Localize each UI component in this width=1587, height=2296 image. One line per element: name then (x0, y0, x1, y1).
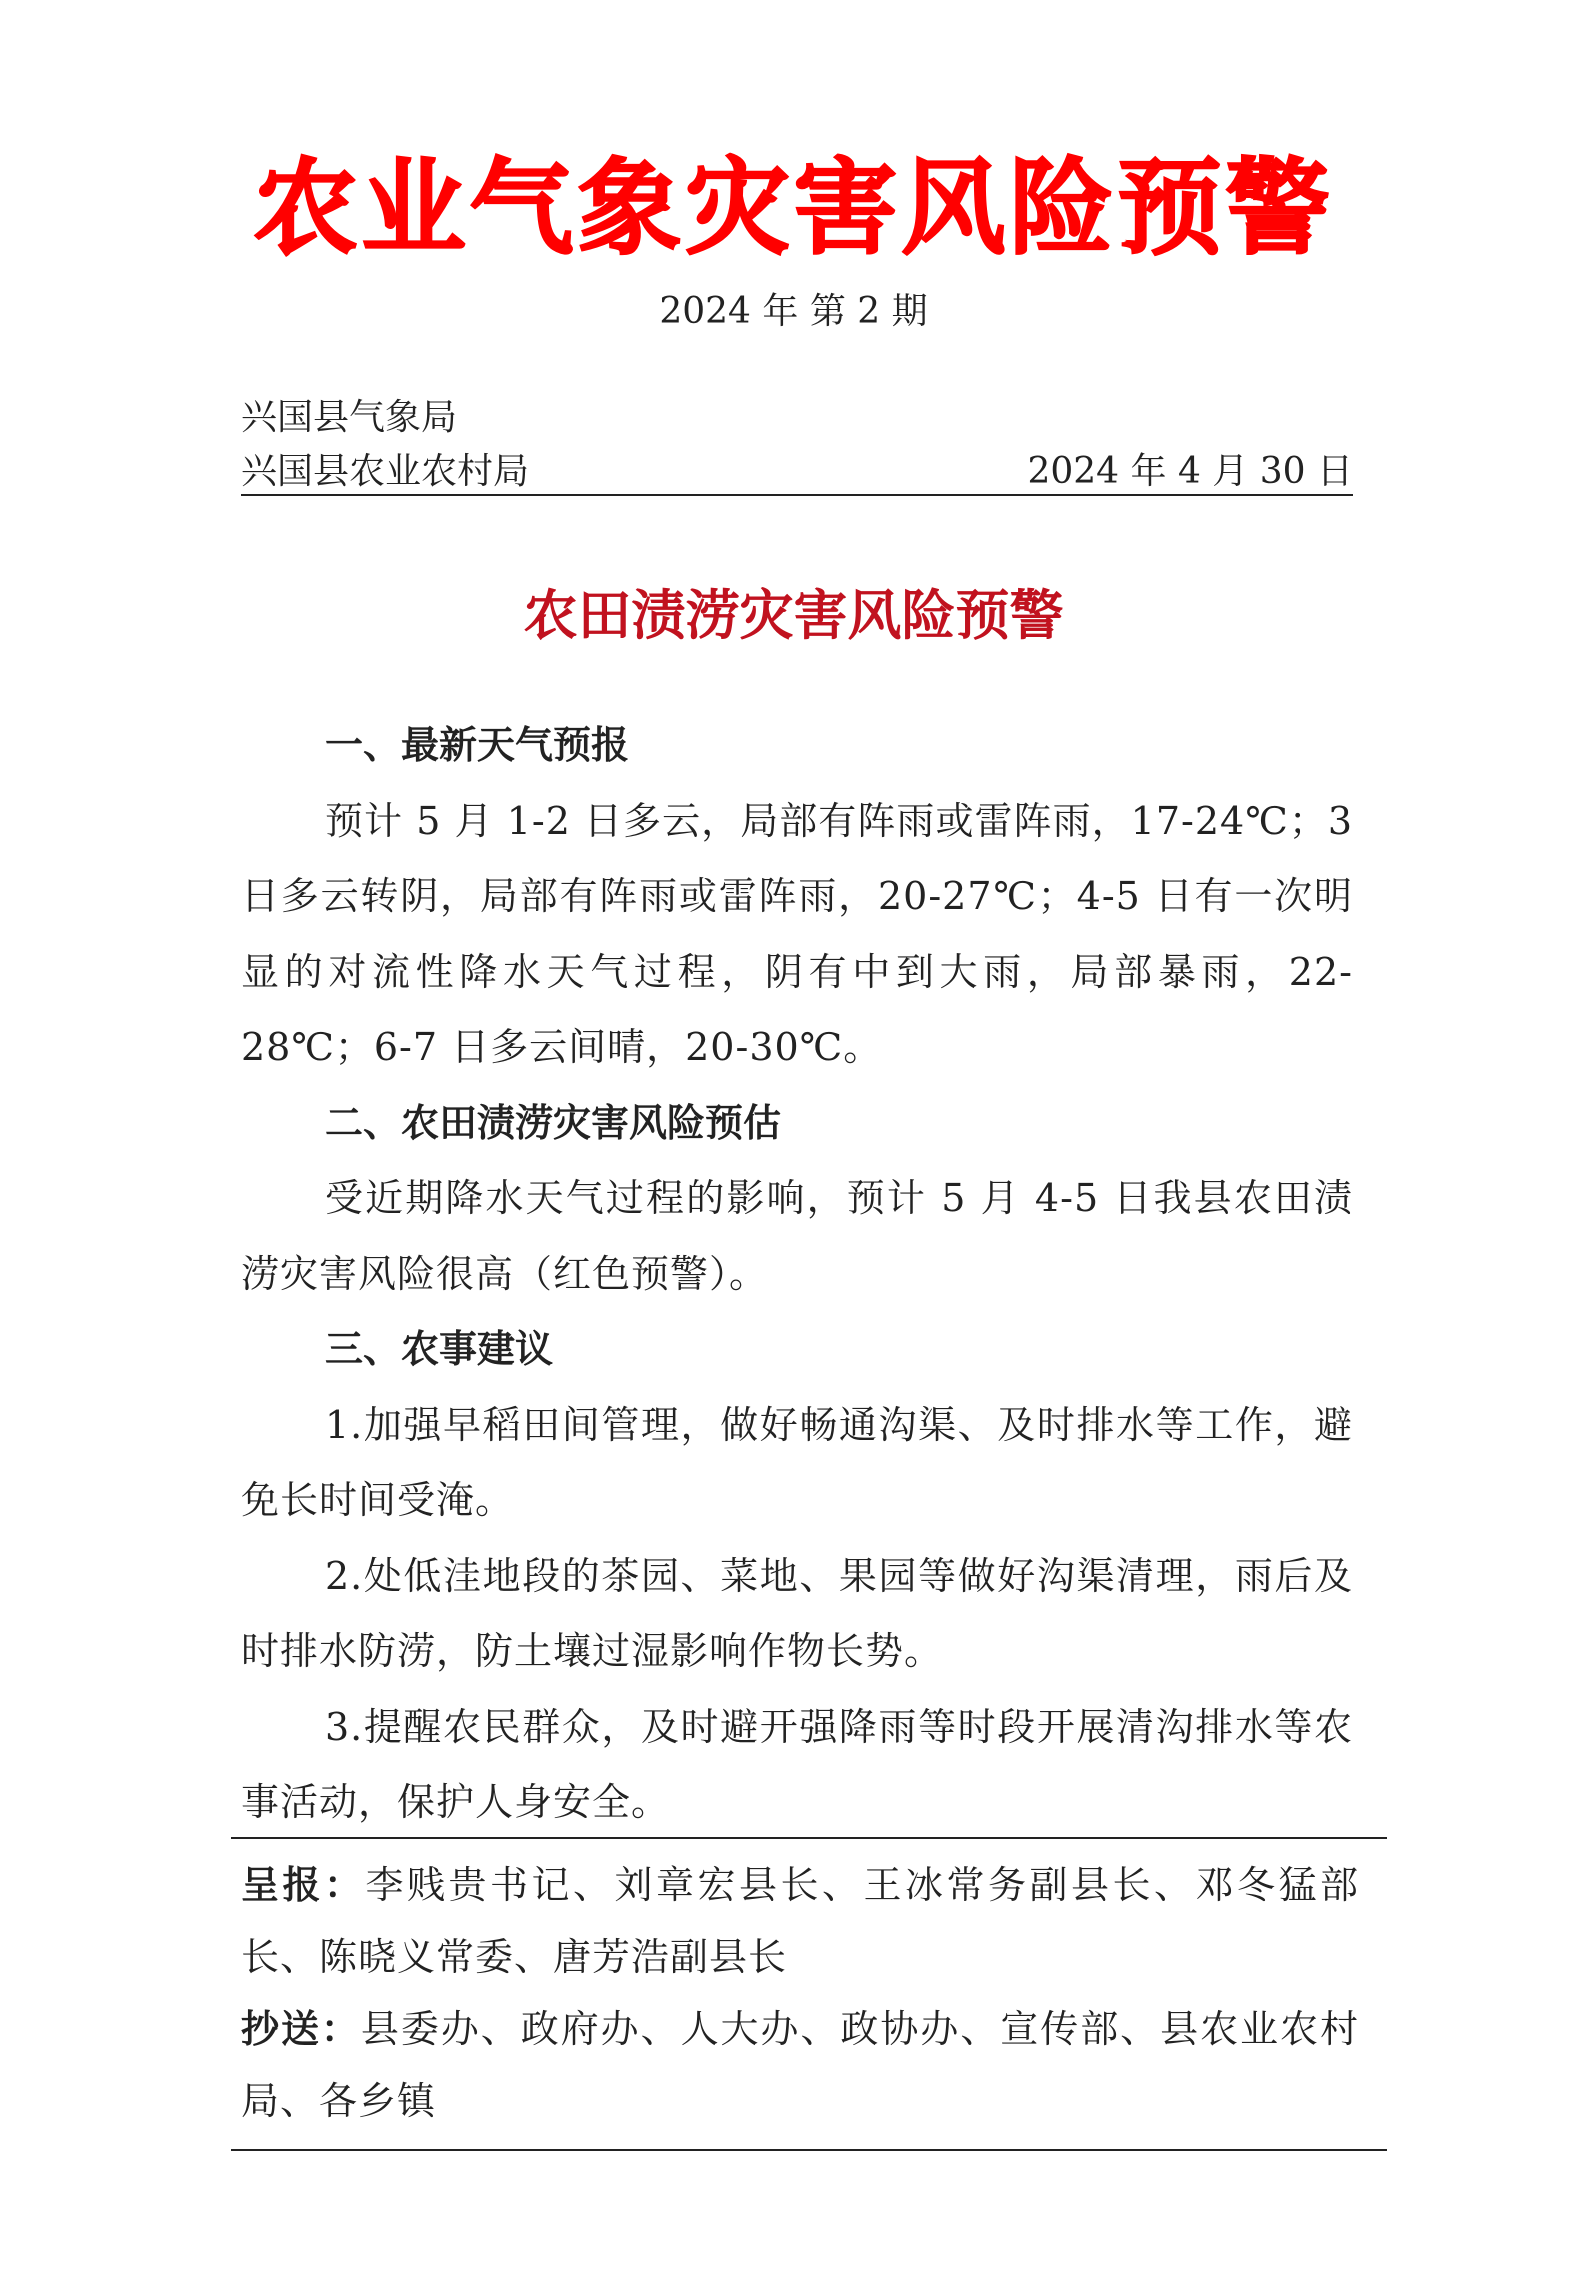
issuer-weather-bureau (241, 394, 1353, 442)
paragraph-advice-1: 1.加强早稻田间管理，做好畅通沟渠、及时排水等工作，避免长时间受淹。 (241, 1402, 1353, 1522)
issue-date: 2024 年 4 月 30 日 (1027, 451, 1353, 492)
section-heading-advice: 三、农事建议 (325, 1327, 554, 1371)
paragraph-risk: 受近期降水天气过程的影响，预计 5 月 4-5 日我县农田渍涝灾害风险很高（红色预警）。 (241, 1176, 1353, 1296)
report-to-line (241, 1849, 1359, 1993)
document-title: 农田渍涝灾害风险预警 (523, 583, 1064, 647)
paragraph-advice-3: 3.提醒农民群众，及时避开强降雨等时段开展清沟排水等农事活动，保护人身安全。 (241, 1704, 1353, 1824)
copy-label: 抄送： (241, 2007, 361, 2051)
issuer-1-label: 兴国县气象局 (241, 397, 458, 438)
distribution-block (231, 1837, 1387, 2151)
section-heading-risk: 二、农田渍涝灾害风险预估 (325, 1100, 782, 1145)
issue-number: 2024 年 第 2 期 (659, 291, 928, 332)
issuer-2-label: 兴国县农业农村局 (241, 451, 530, 492)
section-heading-forecast: 一、最新天气预报 (325, 723, 630, 767)
document-body (241, 708, 1353, 1841)
header-title: 农业气象灾害风险预警 (253, 147, 1334, 269)
copy-to-line (241, 1993, 1359, 2137)
report-recipients: 李贱贵书记、刘章宏县长、王冰常务副县长、邓冬猛部长、陈晓义常委、唐芳浩副县长 (241, 1863, 1359, 1979)
report-label: 呈报： (241, 1863, 366, 1907)
paragraph-forecast: 预计 5 月 1-2 日多云，局部有阵雨或雷阵雨，17-24℃；3 日多云转阴，局部有阵雨或雷阵雨，20-27℃；4-5 日有一次明显的对流性降水天气过程，阴有中到大雨，局部暴雨，22-28℃；6-7 日多云间晴，20-30℃。 (241, 798, 1353, 1069)
issuer-agriculture-bureau (241, 448, 1353, 496)
copy-recipients: 县委办、政府办、人大办、政协办、宣传部、县农业农村局、各乡镇 (241, 2007, 1359, 2123)
paragraph-advice-2: 2.处低洼地段的茶园、菜地、果园等做好沟渠清理，雨后及时排水防涝，防土壤过湿影响作物长势。 (241, 1553, 1353, 1673)
